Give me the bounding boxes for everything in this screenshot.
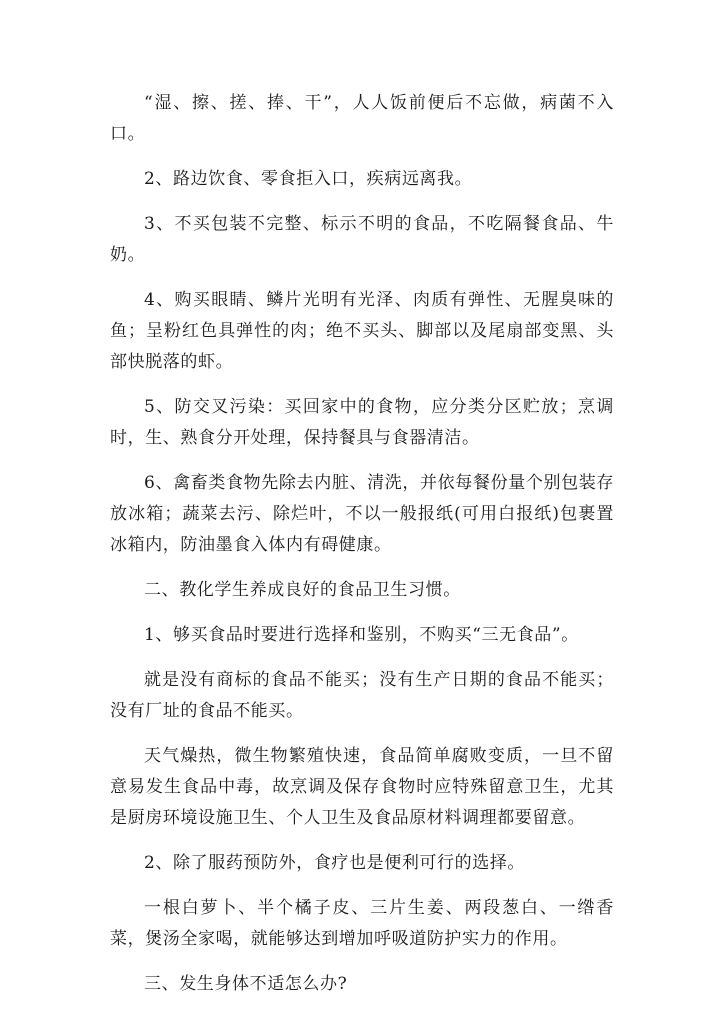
paragraph-cross-contamination: 5、防交叉污染：买回家中的食物，应分类分区贮放；烹调时，生、熟食分开处理，保持餐具与食器清洁。 xyxy=(110,397,614,448)
paragraph-soup-recipe: 一根白萝卜、半个橘子皮、三片生姜、两段葱白、一绺香菜，煲汤全家喝，就能够达到增加呼吸道防护实力的作用。 xyxy=(110,898,614,949)
paragraph-street-food: 2、路边饮食、零食拒入口，疾病远离我。 xyxy=(144,169,473,189)
paragraph-buying-fish-meat-shrimp: 4、购买眼睛、鳞片光明有光泽、肉质有弹性、无腥臭味的鱼；呈粉红色具弹性的肉；绝不买头、脚部以及尾扇部变黑、头部快脱落的虾。 xyxy=(110,290,614,372)
section-heading-three: 三、发生身体不适怎么办? xyxy=(144,974,348,994)
document-body xyxy=(110,88,614,1014)
paragraph-poultry-vegetables: 6、禽畜类食物先除去内脏、清洗，并依每餐份量个别包装存放冰箱；蔬菜去污、除烂叶，不以一般报纸(可用白报纸)包裹置冰箱内，防油墨食入体内有碍健康。 xyxy=(110,473,614,555)
paragraph-select-food: 1、够买食品时要进行选择和鉴别，不购买“三无食品”。 xyxy=(144,625,579,645)
paragraph-packaging: 3、不买包装不完整、标示不明的食品，不吃隔餐食品、牛奶。 xyxy=(110,214,614,265)
paragraph-dietary-therapy: 2、除了服药预防外，食疗也是便利可行的选择。 xyxy=(144,853,526,873)
paragraph-handwashing: “湿、擦、搓、捧、干”，人人饭前便后不忘做，病菌不入口。 xyxy=(110,93,614,144)
section-heading-two: 二、教化学生养成良好的食品卫生习惯。 xyxy=(144,580,461,600)
paragraph-three-no-food: 就是没有商标的食品不能买；没有生产日期的食品不能买；没有厂址的食品不能买。 xyxy=(110,670,614,721)
paragraph-hot-weather: 天气燥热，微生物繁殖快速，食品简单腐败变质，一旦不留意易发生食品中毒，故烹调及保存食物时应特殊留意卫生，尤其是厨房环境设施卫生、个人卫生及食品原材料调理都要留意。 xyxy=(110,746,614,828)
